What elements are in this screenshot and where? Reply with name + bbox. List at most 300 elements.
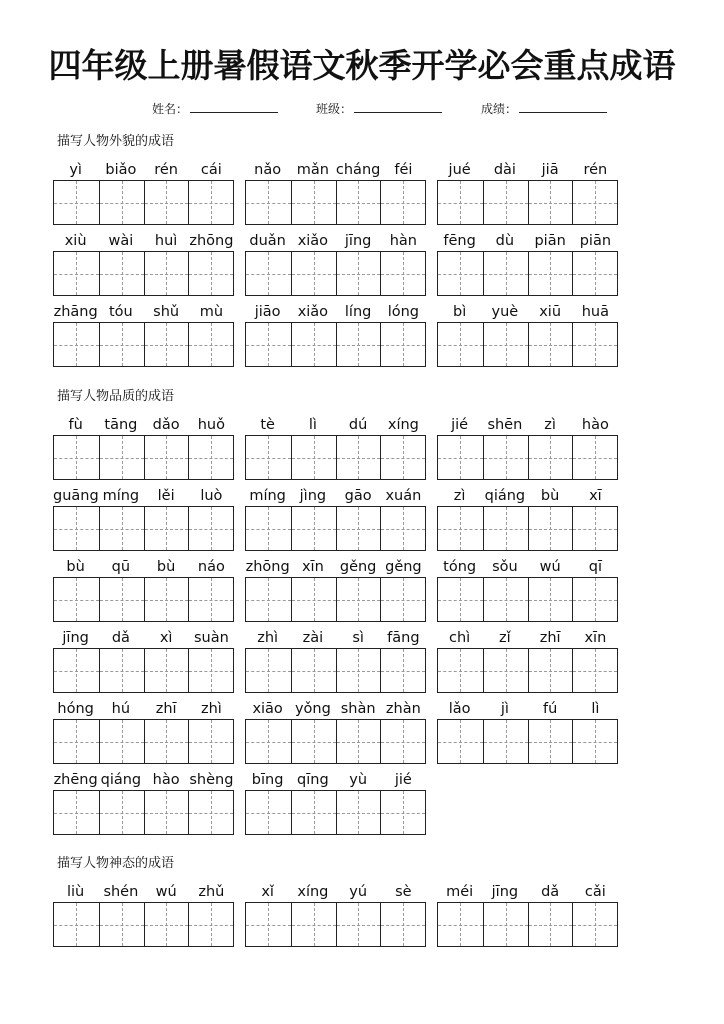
pinyin-label: zhì bbox=[257, 630, 279, 646]
writing-cell[interactable] bbox=[99, 720, 144, 763]
writing-cell[interactable] bbox=[188, 181, 233, 224]
pinyin-label: zhōng bbox=[245, 559, 290, 575]
pinyin-label: jīng bbox=[491, 884, 519, 900]
pinyin-label: fēng bbox=[443, 233, 476, 249]
writing-cell[interactable] bbox=[54, 791, 99, 834]
guide-line bbox=[211, 649, 212, 692]
writing-grid bbox=[53, 648, 234, 693]
writing-cell[interactable] bbox=[336, 578, 381, 621]
writing-cell[interactable] bbox=[246, 649, 291, 692]
pinyin-label: bì bbox=[453, 304, 467, 320]
guide-line bbox=[314, 252, 315, 295]
pinyin-label: gěng bbox=[339, 559, 377, 575]
pinyin-label: bīng bbox=[251, 772, 284, 788]
pinyin-label: zhōng bbox=[189, 233, 234, 249]
idiom-item bbox=[245, 884, 426, 946]
writing-cell[interactable] bbox=[99, 181, 144, 224]
writing-cell[interactable] bbox=[438, 720, 483, 763]
guide-line bbox=[76, 507, 77, 550]
pinyin-label: zhàn bbox=[385, 701, 421, 717]
guide-line bbox=[460, 436, 461, 479]
writing-cell[interactable] bbox=[438, 507, 483, 550]
pinyin-label: shèng bbox=[189, 772, 234, 788]
writing-cell[interactable] bbox=[144, 720, 189, 763]
pinyin-label: xǐ bbox=[261, 884, 274, 900]
pinyin-label: dài bbox=[493, 162, 516, 178]
writing-cell[interactable] bbox=[99, 578, 144, 621]
guide-line bbox=[506, 252, 507, 295]
writing-cell[interactable] bbox=[291, 791, 336, 834]
pinyin-label: sè bbox=[395, 884, 412, 900]
writing-grid bbox=[437, 322, 618, 367]
writing-cell[interactable] bbox=[291, 436, 336, 479]
writing-cell[interactable] bbox=[438, 578, 483, 621]
writing-cell[interactable] bbox=[246, 578, 291, 621]
pinyin-label: zhǔ bbox=[198, 884, 225, 900]
writing-cell[interactable] bbox=[528, 578, 573, 621]
writing-cell[interactable] bbox=[528, 252, 573, 295]
writing-grid bbox=[437, 251, 618, 296]
writing-cell[interactable] bbox=[54, 436, 99, 479]
guide-line bbox=[122, 903, 123, 946]
pinyin-label: mǎn bbox=[296, 162, 329, 178]
writing-cell[interactable] bbox=[483, 181, 528, 224]
writing-cell[interactable] bbox=[144, 323, 189, 366]
pinyin-label: zì bbox=[453, 488, 466, 504]
writing-cell[interactable] bbox=[188, 791, 233, 834]
pinyin-label: yǒng bbox=[294, 701, 331, 717]
pinyin-label: liù bbox=[67, 884, 85, 900]
writing-cell[interactable] bbox=[572, 903, 617, 946]
writing-cell[interactable] bbox=[528, 507, 573, 550]
class-blank[interactable] bbox=[354, 102, 442, 113]
idiom-item bbox=[53, 162, 234, 224]
writing-cell[interactable] bbox=[188, 323, 233, 366]
writing-cell[interactable] bbox=[380, 791, 425, 834]
writing-cell[interactable] bbox=[336, 903, 381, 946]
writing-cell[interactable] bbox=[380, 507, 425, 550]
writing-cell[interactable] bbox=[336, 507, 381, 550]
pinyin-label: hào bbox=[581, 417, 609, 433]
guide-line bbox=[506, 436, 507, 479]
guide-line bbox=[550, 252, 551, 295]
guide-line bbox=[211, 791, 212, 834]
pinyin-label: shén bbox=[103, 884, 139, 900]
writing-cell[interactable] bbox=[54, 181, 99, 224]
guide-line bbox=[550, 507, 551, 550]
idiom-item bbox=[245, 417, 426, 479]
writing-cell[interactable] bbox=[572, 649, 617, 692]
writing-cell[interactable] bbox=[336, 436, 381, 479]
guide-line bbox=[122, 649, 123, 692]
writing-cell[interactable] bbox=[246, 323, 291, 366]
pinyin-label: dǎ bbox=[111, 630, 130, 646]
writing-cell[interactable] bbox=[483, 649, 528, 692]
writing-grid bbox=[53, 322, 234, 367]
writing-cell[interactable] bbox=[380, 252, 425, 295]
guide-line bbox=[550, 903, 551, 946]
writing-cell[interactable] bbox=[528, 649, 573, 692]
pinyin-label: xiù bbox=[64, 233, 87, 249]
pinyin-label: xiǎo bbox=[297, 233, 329, 249]
pinyin-label: zǐ bbox=[499, 630, 511, 646]
guide-line bbox=[166, 649, 167, 692]
pinyin-label: yì bbox=[69, 162, 82, 178]
guide-line bbox=[122, 791, 123, 834]
writing-cell[interactable] bbox=[246, 181, 291, 224]
writing-cell[interactable] bbox=[380, 181, 425, 224]
guide-line bbox=[122, 323, 123, 366]
class-field bbox=[316, 100, 442, 117]
writing-cell[interactable] bbox=[528, 436, 573, 479]
guide-line bbox=[595, 252, 596, 295]
guide-line bbox=[314, 720, 315, 763]
writing-cell[interactable] bbox=[380, 323, 425, 366]
pinyin-label: zhāng bbox=[53, 304, 98, 320]
writing-cell[interactable] bbox=[188, 252, 233, 295]
writing-cell[interactable] bbox=[528, 323, 573, 366]
guide-line bbox=[166, 507, 167, 550]
pinyin-label: jié bbox=[451, 417, 469, 433]
writing-cell[interactable] bbox=[99, 791, 144, 834]
guide-line bbox=[268, 252, 269, 295]
writing-cell[interactable] bbox=[336, 791, 381, 834]
writing-grid bbox=[245, 902, 426, 947]
pinyin-label: piān bbox=[579, 233, 612, 249]
pinyin-label: xiǎo bbox=[297, 304, 329, 320]
pinyin-label: dǎ bbox=[541, 884, 560, 900]
pinyin-label: tóu bbox=[109, 304, 133, 320]
writing-cell[interactable] bbox=[144, 507, 189, 550]
pinyin-label: féi bbox=[394, 162, 413, 178]
writing-grid bbox=[437, 435, 618, 480]
writing-cell[interactable] bbox=[291, 578, 336, 621]
writing-cell[interactable] bbox=[380, 903, 425, 946]
writing-cell[interactable] bbox=[246, 791, 291, 834]
writing-cell[interactable] bbox=[291, 649, 336, 692]
guide-line bbox=[595, 323, 596, 366]
writing-cell[interactable] bbox=[144, 252, 189, 295]
pinyin-label: cái bbox=[200, 162, 222, 178]
writing-cell[interactable] bbox=[246, 507, 291, 550]
guide-line bbox=[403, 436, 404, 479]
idiom-item bbox=[53, 772, 234, 834]
writing-cell[interactable] bbox=[572, 507, 617, 550]
pinyin-label: jīng bbox=[344, 233, 372, 249]
writing-cell[interactable] bbox=[99, 436, 144, 479]
writing-cell[interactable] bbox=[336, 252, 381, 295]
guide-line bbox=[403, 323, 404, 366]
writing-cell[interactable] bbox=[144, 578, 189, 621]
writing-cell[interactable] bbox=[188, 507, 233, 550]
pinyin-label: fāng bbox=[387, 630, 420, 646]
pinyin-label: lóng bbox=[387, 304, 420, 320]
guide-line bbox=[268, 720, 269, 763]
writing-grid bbox=[437, 719, 618, 764]
writing-cell[interactable] bbox=[99, 903, 144, 946]
writing-cell[interactable] bbox=[483, 252, 528, 295]
writing-grid bbox=[53, 902, 234, 947]
writing-cell[interactable] bbox=[246, 252, 291, 295]
idiom-item bbox=[245, 162, 426, 224]
guide-line bbox=[166, 791, 167, 834]
guide-line bbox=[211, 578, 212, 621]
writing-cell[interactable] bbox=[144, 903, 189, 946]
idiom-item bbox=[245, 304, 426, 366]
writing-grid bbox=[245, 790, 426, 835]
writing-cell[interactable] bbox=[380, 720, 425, 763]
writing-cell[interactable] bbox=[336, 181, 381, 224]
guide-line bbox=[460, 649, 461, 692]
writing-cell[interactable] bbox=[483, 720, 528, 763]
pinyin-label: wú bbox=[155, 884, 177, 900]
pinyin-label: zhì bbox=[200, 701, 222, 717]
pinyin-label: zhēng bbox=[53, 772, 98, 788]
writing-cell[interactable] bbox=[188, 649, 233, 692]
writing-cell[interactable] bbox=[336, 323, 381, 366]
writing-cell[interactable] bbox=[54, 507, 99, 550]
pinyin-label: wú bbox=[539, 559, 561, 575]
guide-line bbox=[506, 578, 507, 621]
guide-line bbox=[506, 181, 507, 224]
writing-cell[interactable] bbox=[99, 252, 144, 295]
idiom-item bbox=[245, 701, 426, 763]
guide-line bbox=[76, 578, 77, 621]
writing-cell[interactable] bbox=[54, 903, 99, 946]
writing-cell[interactable] bbox=[291, 903, 336, 946]
guide-line bbox=[166, 323, 167, 366]
idiom-item bbox=[437, 417, 618, 479]
writing-cell[interactable] bbox=[99, 323, 144, 366]
writing-cell[interactable] bbox=[54, 578, 99, 621]
writing-cell[interactable] bbox=[572, 181, 617, 224]
pinyin-label: nǎo bbox=[254, 162, 282, 178]
guide-line bbox=[550, 720, 551, 763]
pinyin-label: jì bbox=[500, 701, 509, 717]
score-blank[interactable] bbox=[519, 102, 607, 113]
guide-line bbox=[550, 436, 551, 479]
guide-line bbox=[76, 181, 77, 224]
pinyin-label: náo bbox=[197, 559, 225, 575]
guide-line bbox=[166, 252, 167, 295]
pinyin-label: cháng bbox=[335, 162, 381, 178]
guide-line bbox=[122, 436, 123, 479]
writing-cell[interactable] bbox=[483, 323, 528, 366]
writing-cell[interactable] bbox=[144, 181, 189, 224]
guide-line bbox=[550, 578, 551, 621]
guide-line bbox=[460, 578, 461, 621]
writing-cell[interactable] bbox=[528, 181, 573, 224]
pinyin-label: míng bbox=[102, 488, 140, 504]
pinyin-label: yù bbox=[349, 772, 368, 788]
writing-cell[interactable] bbox=[144, 436, 189, 479]
guide-line bbox=[550, 649, 551, 692]
pinyin-label: xuán bbox=[385, 488, 422, 504]
writing-grid bbox=[245, 577, 426, 622]
writing-cell[interactable] bbox=[54, 252, 99, 295]
writing-grid bbox=[53, 506, 234, 551]
writing-cell[interactable] bbox=[438, 252, 483, 295]
guide-line bbox=[122, 252, 123, 295]
guide-line bbox=[211, 507, 212, 550]
pinyin-label: xī bbox=[589, 488, 602, 504]
guide-line bbox=[403, 903, 404, 946]
writing-cell[interactable] bbox=[246, 720, 291, 763]
idiom-item bbox=[437, 559, 618, 621]
writing-cell[interactable] bbox=[246, 903, 291, 946]
writing-grid bbox=[245, 322, 426, 367]
writing-cell[interactable] bbox=[483, 436, 528, 479]
writing-cell[interactable] bbox=[291, 507, 336, 550]
guide-line bbox=[122, 720, 123, 763]
writing-cell[interactable] bbox=[483, 578, 528, 621]
guide-line bbox=[403, 578, 404, 621]
guide-line bbox=[76, 791, 77, 834]
pinyin-label: mù bbox=[199, 304, 224, 320]
writing-grid bbox=[53, 251, 234, 296]
guide-line bbox=[211, 436, 212, 479]
score-label: 成绩： bbox=[481, 102, 518, 116]
pinyin-label: jiā bbox=[541, 162, 559, 178]
guide-line bbox=[403, 181, 404, 224]
pinyin-label: lì bbox=[308, 417, 317, 433]
idiom-item bbox=[53, 884, 234, 946]
pinyin-label: qīng bbox=[297, 772, 329, 788]
writing-cell[interactable] bbox=[438, 649, 483, 692]
pinyin-label: tāng bbox=[104, 417, 138, 433]
writing-cell[interactable] bbox=[99, 507, 144, 550]
pinyin-label: gěng bbox=[385, 559, 422, 575]
writing-cell[interactable] bbox=[438, 323, 483, 366]
writing-cell[interactable] bbox=[54, 323, 99, 366]
writing-cell[interactable] bbox=[188, 903, 233, 946]
writing-cell[interactable] bbox=[528, 720, 573, 763]
writing-cell[interactable] bbox=[528, 903, 573, 946]
writing-grid bbox=[437, 506, 618, 551]
idiom-item bbox=[53, 701, 234, 763]
class-label: 班级： bbox=[316, 102, 353, 116]
idiom-item bbox=[53, 417, 234, 479]
pinyin-label: chì bbox=[449, 630, 471, 646]
name-label: 姓名： bbox=[152, 102, 189, 116]
writing-grid bbox=[53, 577, 234, 622]
guide-line bbox=[314, 578, 315, 621]
guide-line bbox=[268, 436, 269, 479]
guide-line bbox=[358, 649, 359, 692]
pinyin-label: qiáng bbox=[100, 772, 142, 788]
guide-line bbox=[76, 252, 77, 295]
guide-line bbox=[314, 507, 315, 550]
writing-cell[interactable] bbox=[572, 720, 617, 763]
writing-grid bbox=[437, 648, 618, 693]
writing-cell[interactable] bbox=[572, 578, 617, 621]
guide-line bbox=[460, 252, 461, 295]
writing-cell[interactable] bbox=[291, 252, 336, 295]
writing-grid bbox=[245, 435, 426, 480]
guide-line bbox=[268, 578, 269, 621]
name-field bbox=[152, 100, 278, 117]
guide-line bbox=[506, 720, 507, 763]
pinyin-label: xíng bbox=[297, 884, 329, 900]
pinyin-label: qiáng bbox=[484, 488, 526, 504]
writing-cell[interactable] bbox=[188, 436, 233, 479]
guide-line bbox=[595, 903, 596, 946]
guide-line bbox=[506, 649, 507, 692]
guide-line bbox=[268, 507, 269, 550]
writing-cell[interactable] bbox=[144, 649, 189, 692]
guide-line bbox=[358, 436, 359, 479]
guide-line bbox=[595, 578, 596, 621]
pinyin-label: fú bbox=[542, 701, 558, 717]
writing-cell[interactable] bbox=[380, 578, 425, 621]
pinyin-label: xì bbox=[159, 630, 173, 646]
pinyin-label: dǎo bbox=[152, 417, 180, 433]
writing-cell[interactable] bbox=[54, 720, 99, 763]
writing-cell[interactable] bbox=[188, 720, 233, 763]
writing-cell[interactable] bbox=[572, 252, 617, 295]
guide-line bbox=[314, 181, 315, 224]
pinyin-label: jué bbox=[448, 162, 471, 178]
guide-line bbox=[314, 791, 315, 834]
writing-cell[interactable] bbox=[188, 578, 233, 621]
writing-cell[interactable] bbox=[291, 181, 336, 224]
name-blank[interactable] bbox=[190, 102, 278, 113]
pinyin-label: zì bbox=[544, 417, 556, 433]
guide-line bbox=[76, 436, 77, 479]
writing-cell[interactable] bbox=[483, 507, 528, 550]
guide-line bbox=[268, 181, 269, 224]
guide-line bbox=[211, 720, 212, 763]
pinyin-label: míng bbox=[249, 488, 286, 504]
writing-cell[interactable] bbox=[336, 649, 381, 692]
writing-grid bbox=[53, 180, 234, 225]
writing-cell[interactable] bbox=[246, 436, 291, 479]
idiom-item bbox=[53, 559, 234, 621]
idiom-item bbox=[245, 772, 426, 834]
guide-line bbox=[166, 436, 167, 479]
writing-cell[interactable] bbox=[572, 323, 617, 366]
pinyin-label: huǒ bbox=[197, 417, 225, 433]
writing-cell[interactable] bbox=[438, 181, 483, 224]
pinyin-label: duǎn bbox=[249, 233, 286, 249]
pinyin-label: xīn bbox=[301, 559, 324, 575]
pinyin-label: tè bbox=[260, 417, 275, 433]
writing-grid bbox=[245, 506, 426, 551]
writing-cell[interactable] bbox=[54, 649, 99, 692]
guide-line bbox=[506, 323, 507, 366]
pinyin-label: shǔ bbox=[153, 304, 180, 320]
writing-cell[interactable] bbox=[380, 649, 425, 692]
writing-cell[interactable] bbox=[380, 436, 425, 479]
writing-cell[interactable] bbox=[291, 720, 336, 763]
guide-line bbox=[76, 649, 77, 692]
score-field bbox=[481, 100, 607, 117]
pinyin-label: hào bbox=[152, 772, 180, 788]
writing-cell[interactable] bbox=[572, 436, 617, 479]
guide-line bbox=[211, 903, 212, 946]
writing-cell[interactable] bbox=[144, 791, 189, 834]
writing-cell[interactable] bbox=[291, 323, 336, 366]
pinyin-label: gāo bbox=[344, 488, 372, 504]
writing-cell[interactable] bbox=[483, 903, 528, 946]
writing-cell[interactable] bbox=[336, 720, 381, 763]
writing-grid bbox=[437, 902, 618, 947]
pinyin-label: jiāo bbox=[254, 304, 281, 320]
writing-cell[interactable] bbox=[99, 649, 144, 692]
writing-cell[interactable] bbox=[438, 903, 483, 946]
pinyin-label: yuè bbox=[491, 304, 519, 320]
writing-cell[interactable] bbox=[438, 436, 483, 479]
